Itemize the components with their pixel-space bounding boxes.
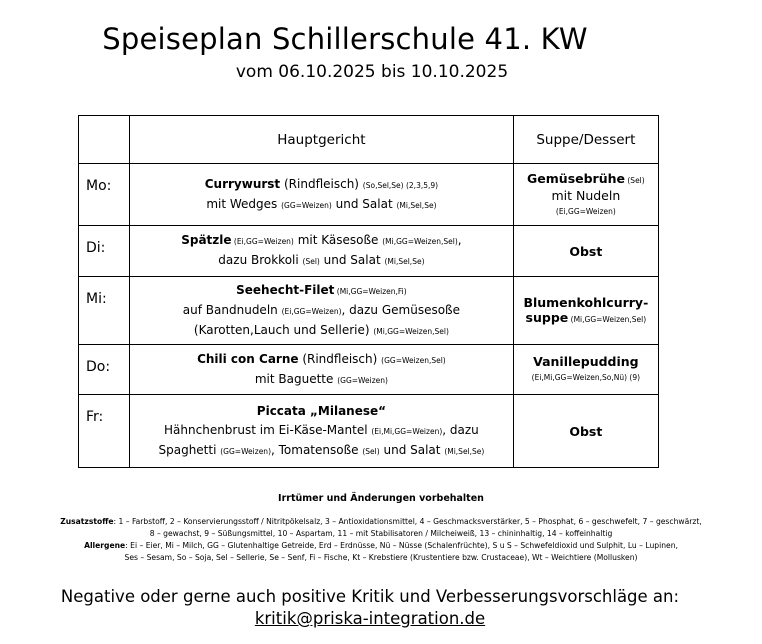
menu-row — [79, 277, 659, 345]
legend — [0, 516, 762, 564]
allergen-codes: (GG=Weizen) — [337, 375, 388, 385]
menu-row — [79, 226, 659, 277]
allergen-codes: (Ei,GG=Weizen) — [231, 237, 294, 246]
dish-line — [130, 402, 513, 421]
main-dish-cell — [130, 164, 514, 226]
allergen-codes: (Mi,GG=Weizen,Sel) — [382, 237, 458, 246]
dish-line — [514, 188, 658, 203]
day-label: Di: — [79, 226, 130, 277]
additives-label: Zusatzstoffe — [60, 517, 114, 526]
dish-line — [130, 321, 513, 341]
dish-line — [514, 354, 658, 369]
dish-text: mit Käsesoße — [293, 233, 383, 247]
dish-line — [130, 231, 513, 251]
menu-row — [79, 164, 659, 226]
main-dish-cell — [130, 395, 514, 468]
menu-table — [78, 115, 659, 468]
additives-line-1 — [0, 516, 762, 528]
main-dish-cell — [130, 226, 514, 277]
menu-row — [79, 345, 659, 395]
header-soup-dessert: Suppe/Dessert — [513, 116, 658, 164]
allergen-codes: (So,Sel,Se) (2,3,5,9) — [362, 180, 439, 190]
dish-text: , — [457, 233, 462, 247]
dish-name: Chili con Carne — [197, 351, 299, 366]
allergen-codes: (Ei,GG=Weizen) — [555, 206, 616, 216]
allergens-label: Allergene — [84, 541, 126, 550]
allergen-codes: (Sel) — [362, 446, 380, 456]
header-main-dish: Hauptgericht — [130, 116, 514, 164]
allergen-codes: (Ei,GG=Weizen) — [281, 306, 342, 316]
allergen-codes: (Mi,GG=Weizen,Sel) — [568, 314, 647, 324]
dish-text: , Tomatensoße — [271, 442, 363, 457]
dish-line — [514, 203, 658, 219]
day-label: Mo: — [79, 164, 130, 226]
dish-line — [130, 195, 513, 215]
allergen-codes: (GG=Weizen,Sel) — [381, 355, 446, 365]
feedback — [0, 586, 740, 630]
dish-text: Spaghetti — [158, 442, 221, 457]
allergens-line-1 — [0, 540, 762, 552]
allergen-codes: (Mi,Sel,Se) — [384, 257, 425, 266]
soup-dessert-cell — [513, 277, 658, 345]
dish-line — [514, 424, 658, 439]
allergen-codes: (Mi,Sel,Se) — [444, 446, 485, 456]
table-header-row — [79, 116, 659, 164]
feedback-text: Negative oder gerne auch positive Kritik und Verbesserungsvorschläge an: — [60, 587, 680, 606]
dish-text: (Rindfleisch) — [280, 176, 363, 191]
dish-text: mit Baguette — [254, 371, 338, 386]
allergen-codes: (Ei,Mi,GG=Weizen) — [371, 426, 443, 436]
header-day — [79, 116, 130, 164]
dish-text: und Salat — [379, 442, 445, 457]
allergen-codes: (Mi,GG=Weizen,Sel) — [373, 326, 449, 336]
dish-text: und Salat — [331, 196, 397, 211]
allergen-codes: (GG=Weizen) — [220, 446, 271, 456]
dish-name: Vanillepudding — [533, 354, 639, 369]
dish-text: , dazu Gemüsesoße — [341, 302, 460, 317]
dish-name: Currywurst — [204, 176, 281, 191]
dish-text: (Rindfleisch) — [298, 351, 382, 366]
soup-dessert-cell — [513, 226, 658, 277]
soup-dessert-cell — [513, 164, 658, 226]
page-title: Speiseplan Schillerschule 41. KW — [102, 22, 588, 56]
dish-text: und Salat — [319, 253, 385, 267]
main-dish-cell — [130, 345, 514, 395]
dish-line — [130, 281, 513, 301]
allergen-codes: (Mi,GG=Weizen,Fi) — [334, 286, 407, 296]
dish-text: , dazu — [442, 422, 479, 437]
dish-line — [514, 244, 658, 259]
dish-name: Seehecht-Filet — [236, 282, 335, 297]
dish-text: (Karotten,Lauch und Sellerie) — [193, 322, 374, 337]
dish-line — [130, 175, 513, 195]
allergens-line-2: Ses – Sesam, So – Soja, Sel – Sellerie, Se – Senf, Fi – Fische, Kt – Krebstiere (Krustentiere bzw. Crustaceae), Wt – Weichtiere (Mollusken) — [124, 553, 638, 562]
day-label: Mi: — [79, 277, 130, 345]
dish-line — [130, 421, 513, 441]
allergen-codes: (Sel) — [625, 175, 645, 185]
dish-name: Obst — [569, 423, 603, 439]
menu-row — [79, 395, 659, 468]
dish-line — [130, 350, 513, 370]
dish-line — [130, 370, 513, 390]
dish-text: Hähnchenbrust im Ei-Käse-Mantel — [164, 422, 372, 437]
allergen-codes: (GG=Weizen) — [281, 200, 332, 210]
day-label: Do: — [79, 345, 130, 395]
dish-name: Blumenkohlcurry- — [523, 294, 649, 310]
day-label: Fr: — [79, 395, 130, 468]
dish-line — [130, 251, 513, 271]
dish-name: Obst — [569, 243, 603, 259]
allergens-text-1: : Ei – Eier, Mi – Milch, GG – Glutenhaltige Getreide, Erd – Erdnüsse, Nü – Nüsse (Schalenfrüchte), S u S – Schwefeldioxid und Sulphit, Lu – Lupinen, — [125, 541, 678, 550]
dish-line — [514, 171, 658, 188]
allergen-codes: (Mi,Sel,Se) — [396, 200, 437, 210]
additives-text-1: : 1 – Farbstoff, 2 – Konservierungsstoff / Nitritpökelsalz, 3 – Antioxidationsmittel, 4 – Geschmacksverstärker, 5 – Phosphat, 6 – geschwefelt, 7 – geschwärzt, — [113, 517, 702, 526]
allergen-codes: (Sel) — [302, 257, 320, 266]
main-dish-cell — [130, 277, 514, 345]
dish-name: Spätzle — [181, 233, 232, 247]
dish-text: dazu Brokkoli — [218, 253, 303, 267]
date-range: vom 06.10.2025 bis 10.10.2025 — [235, 62, 509, 82]
dish-name: Gemüsebrühe — [527, 170, 625, 186]
dish-line — [514, 295, 658, 310]
allergen-codes: (Ei,Mi,GG=Weizen,So,Nü) (9) — [531, 373, 641, 382]
feedback-email-link[interactable]: kritik@priska-integration.de — [254, 609, 486, 628]
dish-line — [514, 369, 658, 385]
dish-name: suppe — [525, 309, 569, 325]
disclaimer: Irrtümer und Änderungen vorbehalten — [278, 493, 484, 504]
dish-line — [130, 441, 513, 461]
soup-dessert-cell — [513, 395, 658, 468]
dish-line — [514, 310, 658, 327]
dish-text: auf Bandnudeln — [182, 302, 282, 317]
soup-dessert-cell — [513, 345, 658, 395]
additives-line-2: 8 – gewachst, 9 – Süßungsmittel, 10 – Aspartam, 11 – mit Stabilisatoren / Milcheiweiß, 13 – chininhaltig, 14 – koffeinhaltig — [149, 529, 613, 538]
dish-line — [130, 301, 513, 321]
dish-text: mit Wedges — [206, 196, 282, 211]
dish-text: mit Nudeln — [551, 187, 621, 203]
dish-name: Piccata „Milanese“ — [256, 403, 387, 418]
